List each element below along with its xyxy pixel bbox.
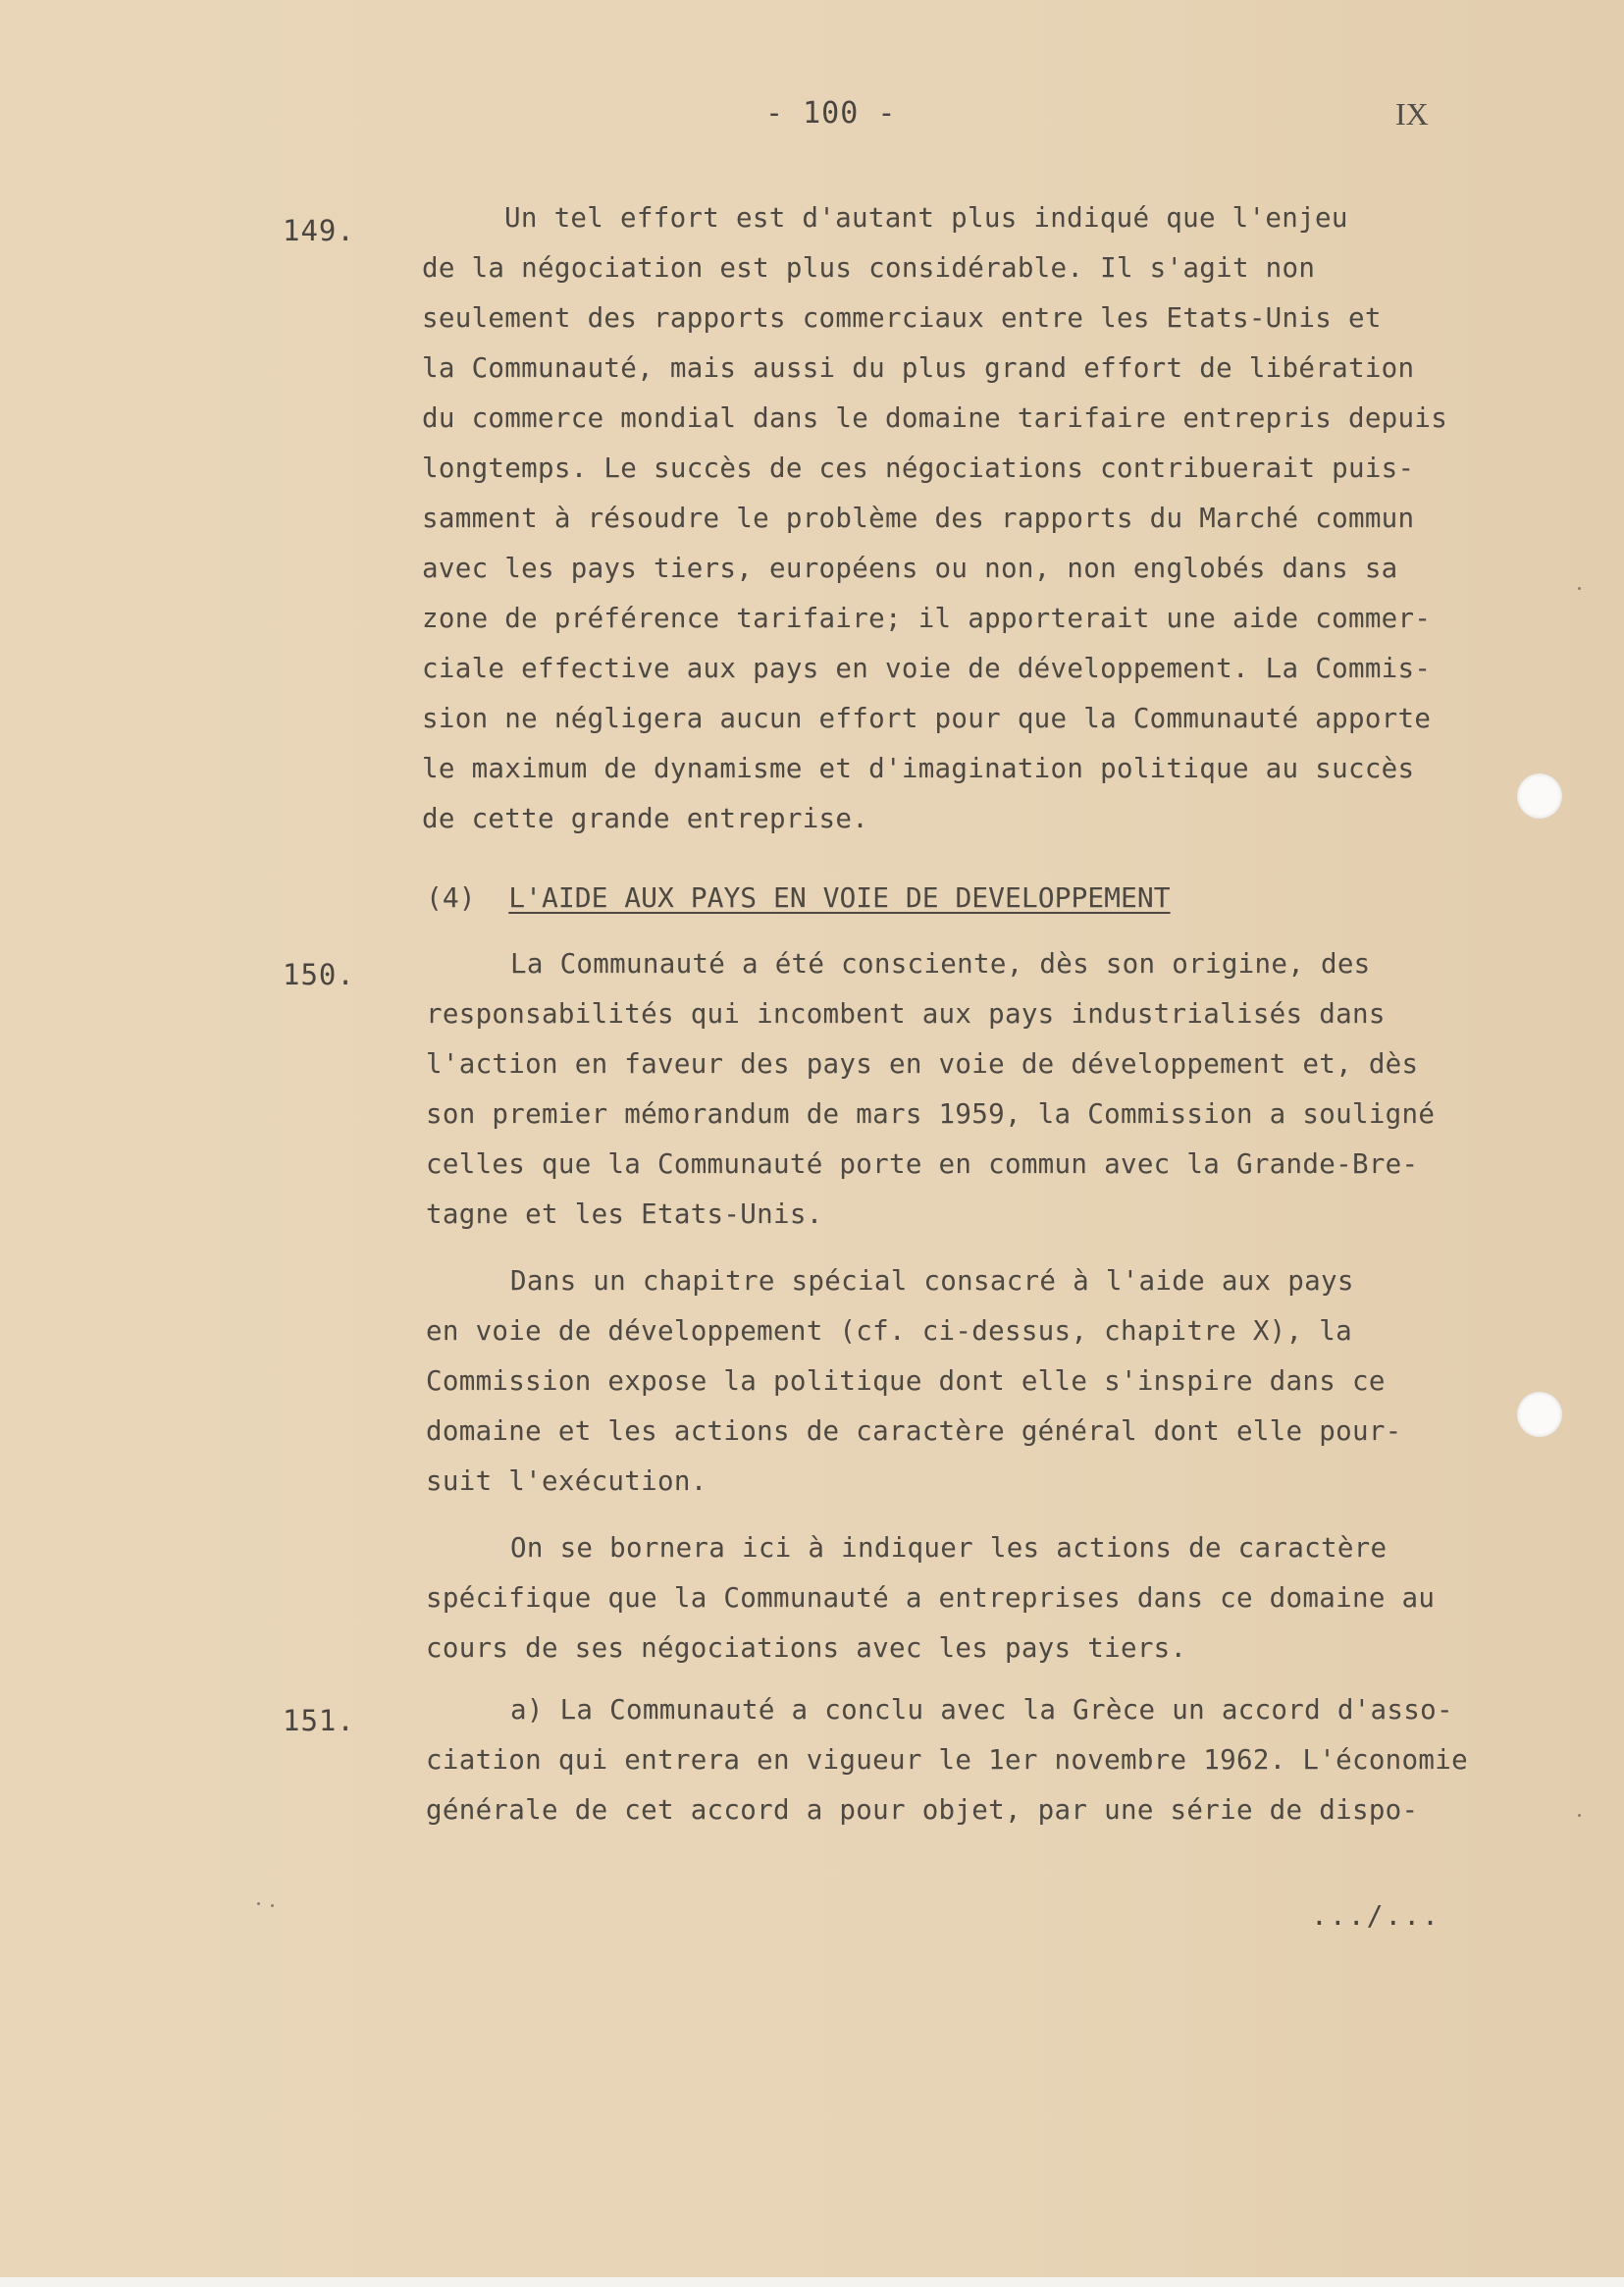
chapter-number: IX (1395, 96, 1429, 132)
text-line: samment à résoudre le problème des rapports du Marché commun (422, 503, 1415, 534)
text-line: le maximum de dynamisme et d'imagination politique au succès (422, 753, 1415, 784)
paragraph-number-151: 151. (283, 1704, 355, 1737)
continuation-mark: .../... (1311, 1899, 1441, 1932)
text-line: du commerce mondial dans le domaine tarifaire entrepris depuis (422, 402, 1448, 434)
text-line: tagne et les Etats-Unis. (426, 1198, 823, 1230)
text-line: a) La Communauté a conclu avec la Grèce un accord d'asso- (510, 1694, 1453, 1726)
text-line: La Communauté a été consciente, dès son origine, des (510, 948, 1371, 980)
text-line: seulement des rapports commerciaux entre les Etats-Unis et (422, 302, 1382, 334)
page-number: - 100 - (765, 96, 897, 131)
paper-speck (1578, 1814, 1581, 1817)
section-heading-title: L'AIDE AUX PAYS EN VOIE DE DEVELOPPEMENT (508, 881, 1171, 914)
text-line: de la négociation est plus considérable. Il s'agit non (422, 252, 1316, 284)
text-line: domaine et les actions de caractère général dont elle pour- (426, 1415, 1402, 1447)
section-heading (426, 881, 1171, 914)
text-line: ciation qui entrera en vigueur le 1er novembre 1962. L'économie (426, 1744, 1468, 1776)
text-line: responsabilités qui incombent aux pays industrialisés dans (426, 998, 1386, 1030)
text-line: On se bornera ici à indiquer les actions de caractère (510, 1532, 1388, 1564)
scan-edge (0, 2277, 1624, 2287)
text-line: zone de préférence tarifaire; il apporterait une aide commer- (422, 603, 1432, 634)
text-line: spécifique que la Communauté a entreprises dans ce domaine au (426, 1582, 1436, 1614)
text-line: Dans un chapitre spécial consacré à l'aide aux pays (510, 1265, 1354, 1297)
paragraph-number-149: 149. (283, 214, 355, 247)
text-line: Un tel effort est d'autant plus indiqué que l'enjeu (504, 202, 1348, 234)
punch-hole (1517, 1392, 1562, 1437)
text-line: cours de ses négociations avec les pays tiers. (426, 1632, 1187, 1664)
paper-speck (257, 1902, 260, 1905)
text-line: ciale effective aux pays en voie de développement. La Commis- (422, 653, 1432, 684)
punch-hole (1517, 773, 1562, 819)
section-heading-number: (4) (426, 881, 476, 914)
text-line: avec les pays tiers, européens ou non, non englobés dans sa (422, 553, 1398, 584)
text-line: l'action en faveur des pays en voie de développement et, dès (426, 1048, 1419, 1080)
text-line: Commission expose la politique dont elle s'inspire dans ce (426, 1365, 1386, 1397)
text-line: son premier mémorandum de mars 1959, la Commission a souligné (426, 1098, 1436, 1130)
text-line: de cette grande entreprise. (422, 803, 869, 834)
paragraph-number-150: 150. (283, 958, 355, 991)
paper-speck (1578, 587, 1581, 590)
text-line: en voie de développement (cf. ci-dessus, chapitre X), la (426, 1315, 1352, 1347)
text-line: la Communauté, mais aussi du plus grand effort de libération (422, 352, 1415, 384)
text-line: générale de cet accord a pour objet, par une série de dispo- (426, 1794, 1419, 1826)
text-line: celles que la Communauté porte en commun avec la Grande-Bre- (426, 1148, 1419, 1180)
text-line: sion ne négligera aucun effort pour que la Communauté apporte (422, 703, 1432, 734)
text-line: longtemps. Le succès de ces négociations contribuerait puis- (422, 452, 1415, 484)
paper-speck (271, 1904, 274, 1907)
text-line: suit l'exécution. (426, 1465, 707, 1497)
